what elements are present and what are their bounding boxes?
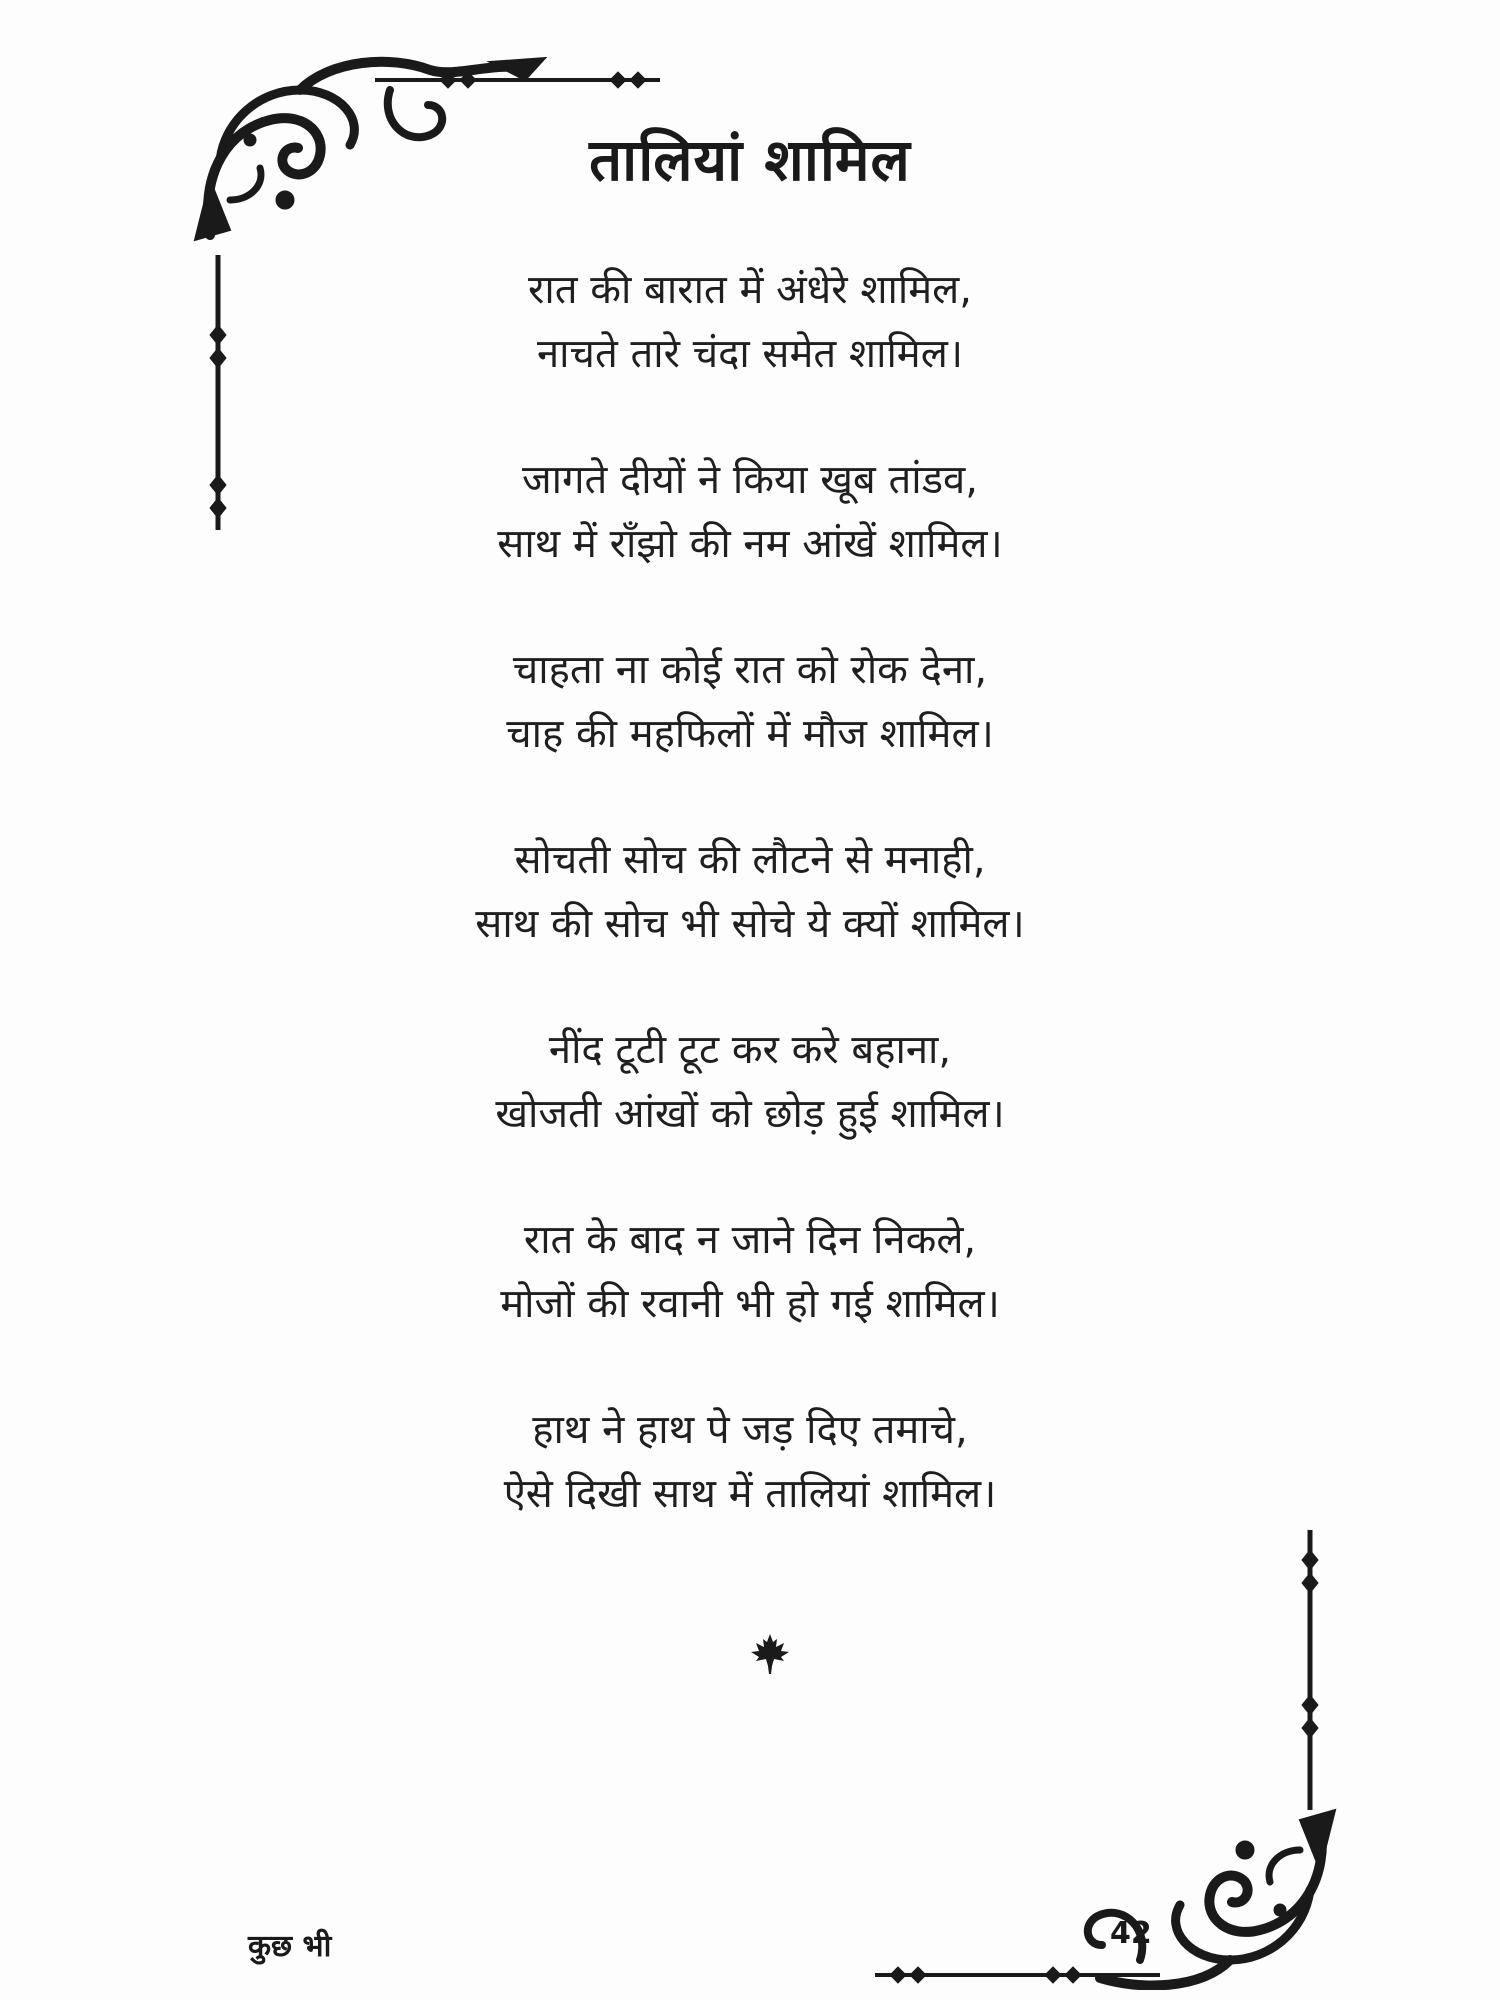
stanza-1: [0, 258, 1500, 386]
poem-title: तालियां शामिल: [589, 126, 911, 194]
poem-line: चाह की महफिलों में मौज शामिल।: [506, 711, 994, 757]
stanza-2: [0, 448, 1500, 576]
stanza-6: [0, 1208, 1500, 1336]
stanza-5: [0, 1018, 1500, 1146]
stanza-7: [0, 1398, 1500, 1526]
poem-body: [0, 258, 1500, 1588]
poem-line: नाचते तारे चंदा समेत शामिल।: [536, 331, 964, 377]
poem-line: जागते दीयों ने किया खूब तांडव,: [521, 457, 978, 503]
poem-line: साथ में राँझो की नम आंखें शामिल।: [497, 521, 1003, 567]
poem-line: सोचती सोच की लौटने से मनाही,: [514, 837, 986, 883]
poem-line: ऐसे दिखी साथ में तालियां शामिल।: [503, 1471, 997, 1517]
bottom-right-corner-ornament: [860, 1520, 1340, 1990]
poem-line: रात की बारात में अंधेरे शामिल,: [527, 267, 972, 313]
poem-line: साथ की सोच भी सोचे ये क्यों शामिल।: [475, 901, 1025, 947]
poem-line: मोजों की रवानी भी हो गई शामिल।: [500, 1281, 1000, 1327]
poem-line: हाथ ने हाथ पे जड़ दिए तमाचे,: [532, 1407, 968, 1453]
poem-line: नींद टूटी टूट कर करे बहाना,: [548, 1027, 952, 1073]
page-number: 42: [1110, 1916, 1152, 1951]
poem-line: खोजती आंखों को छोड़ हुई शामिल।: [495, 1091, 1005, 1137]
poem-line: रात के बाद न जाने दिन निकले,: [523, 1217, 977, 1263]
stanza-4: [0, 828, 1500, 956]
book-title-footer: कुछ भी: [248, 1929, 332, 1964]
stanza-3: [0, 638, 1500, 766]
maple-leaf-icon: [748, 1632, 792, 1676]
poem-line: चाहता ना कोई रात को रोक देना,: [512, 647, 988, 693]
